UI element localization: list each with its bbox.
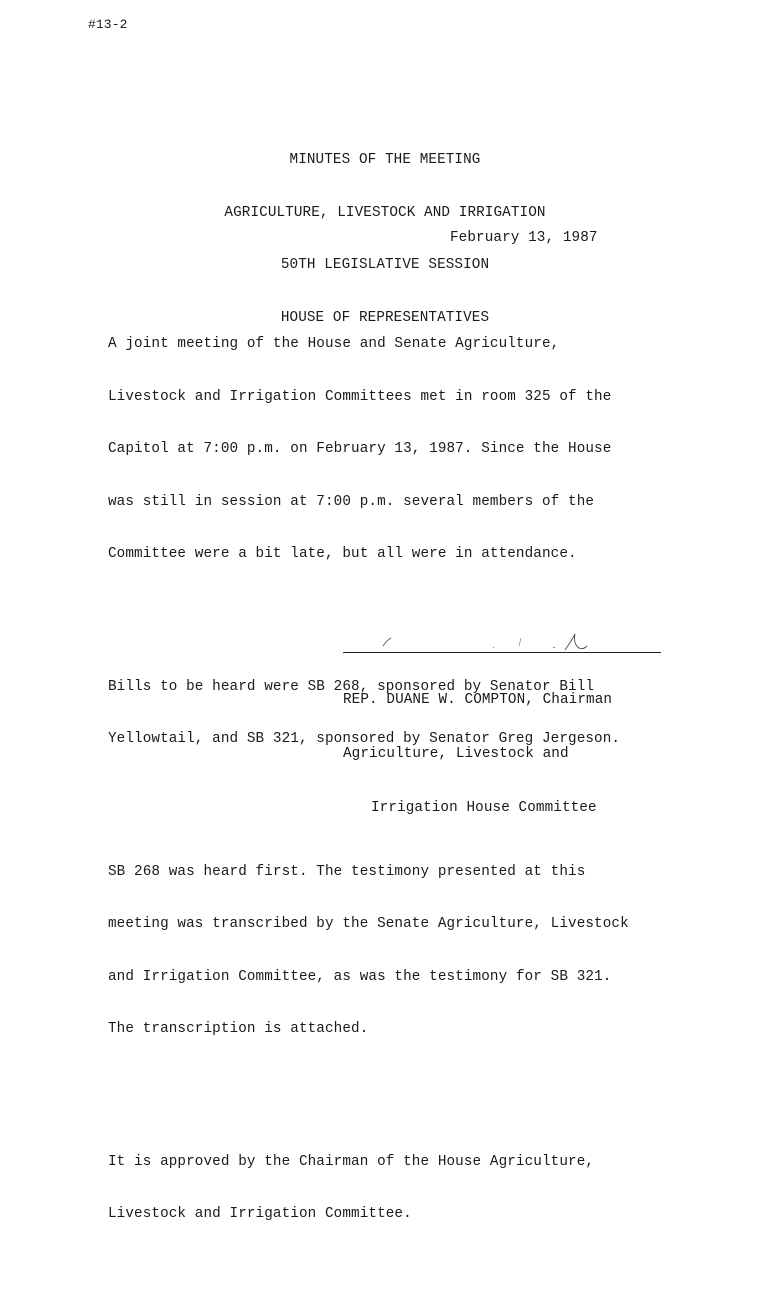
paragraph-line: It is approved by the Chairman of the House Agriculture, (108, 1153, 595, 1170)
paragraph-line: Committee were a bit late, but all were in attendance. (108, 546, 577, 562)
meeting-date: February 13, 1987 (450, 230, 598, 246)
paragraph-approval (108, 1119, 748, 1259)
signatory-title-line-2: Irrigation House Committee (371, 800, 597, 816)
handwritten-signature (343, 628, 663, 654)
paragraph-testimony (108, 829, 748, 1074)
title-line-4: HOUSE OF REPRESENTATIVES (280, 309, 490, 326)
title-line-1: MINUTES OF THE MEETING (289, 152, 481, 168)
paragraph-line: was still in session at 7:00 p.m. several members of the (108, 493, 595, 510)
paragraph-line: and Irrigation Committee, as was the testimony for SB 321. (108, 968, 612, 985)
title-line-3: 50TH LEGISLATIVE SESSION (280, 257, 490, 273)
paragraph-line: meeting was transcribed by the Senate Agriculture, Livestock (108, 916, 629, 932)
paragraph-line: The transcription is attached. (108, 1021, 369, 1037)
paragraph-line: Yellowtail, and SB 321, sponsored by Senator Greg Jergeson. (108, 731, 621, 747)
title-line-2: AGRICULTURE, LIVESTOCK AND IRRIGATION (224, 204, 546, 221)
signatory-name: REP. DUANE W. COMPTON, Chairman (343, 692, 613, 708)
page-number: #13-2 (88, 17, 128, 32)
signature-line (343, 652, 661, 653)
paragraph-meeting-summary (108, 301, 748, 599)
paragraph-line: SB 268 was heard first. The testimony presented at this (108, 863, 586, 880)
paragraph-line: Bills to be heard were SB 268, sponsored by Senator Bill (108, 678, 595, 695)
signature-text (343, 655, 612, 853)
paragraph-line: Capitol at 7:00 p.m. on February 13, 1987. Since the House (108, 441, 612, 457)
paragraph-line: Livestock and Irrigation Committees met in room 325 of the (108, 388, 612, 405)
paragraph-line: Livestock and Irrigation Committee. (108, 1206, 412, 1222)
paragraph-line: A joint meeting of the House and Senate Agriculture, (108, 336, 560, 352)
signatory-title-line-1: Agriculture, Livestock and (343, 746, 569, 762)
